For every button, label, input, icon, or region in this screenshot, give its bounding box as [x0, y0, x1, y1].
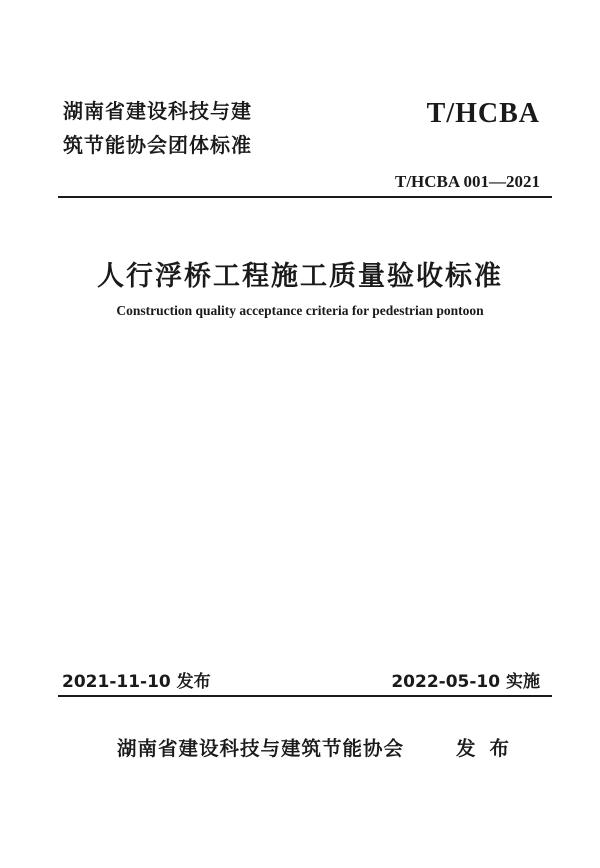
implementation-date: 2022-05-10 实施	[391, 672, 540, 692]
footer-divider	[58, 695, 552, 697]
standard-prefix: T/HCBA	[426, 98, 540, 129]
issuing-org-line-2: 筑节能协会团体标准	[63, 133, 252, 157]
issue-date: 2021-11-10 发布	[62, 672, 211, 692]
publish-label: 发布	[456, 737, 524, 760]
issuing-org-line-1: 湖南省建设科技与建	[63, 99, 252, 123]
standard-title-english: Construction quality acceptance criteria for pedestrian pontoon	[116, 303, 484, 318]
publishing-organization: 湖南省建设科技与建筑节能协会	[117, 737, 405, 760]
header-divider	[58, 196, 552, 198]
standard-number: T/HCBA 001—2021	[395, 172, 540, 191]
standard-title-chinese: 人行浮桥工程施工质量验收标准	[97, 261, 503, 292]
